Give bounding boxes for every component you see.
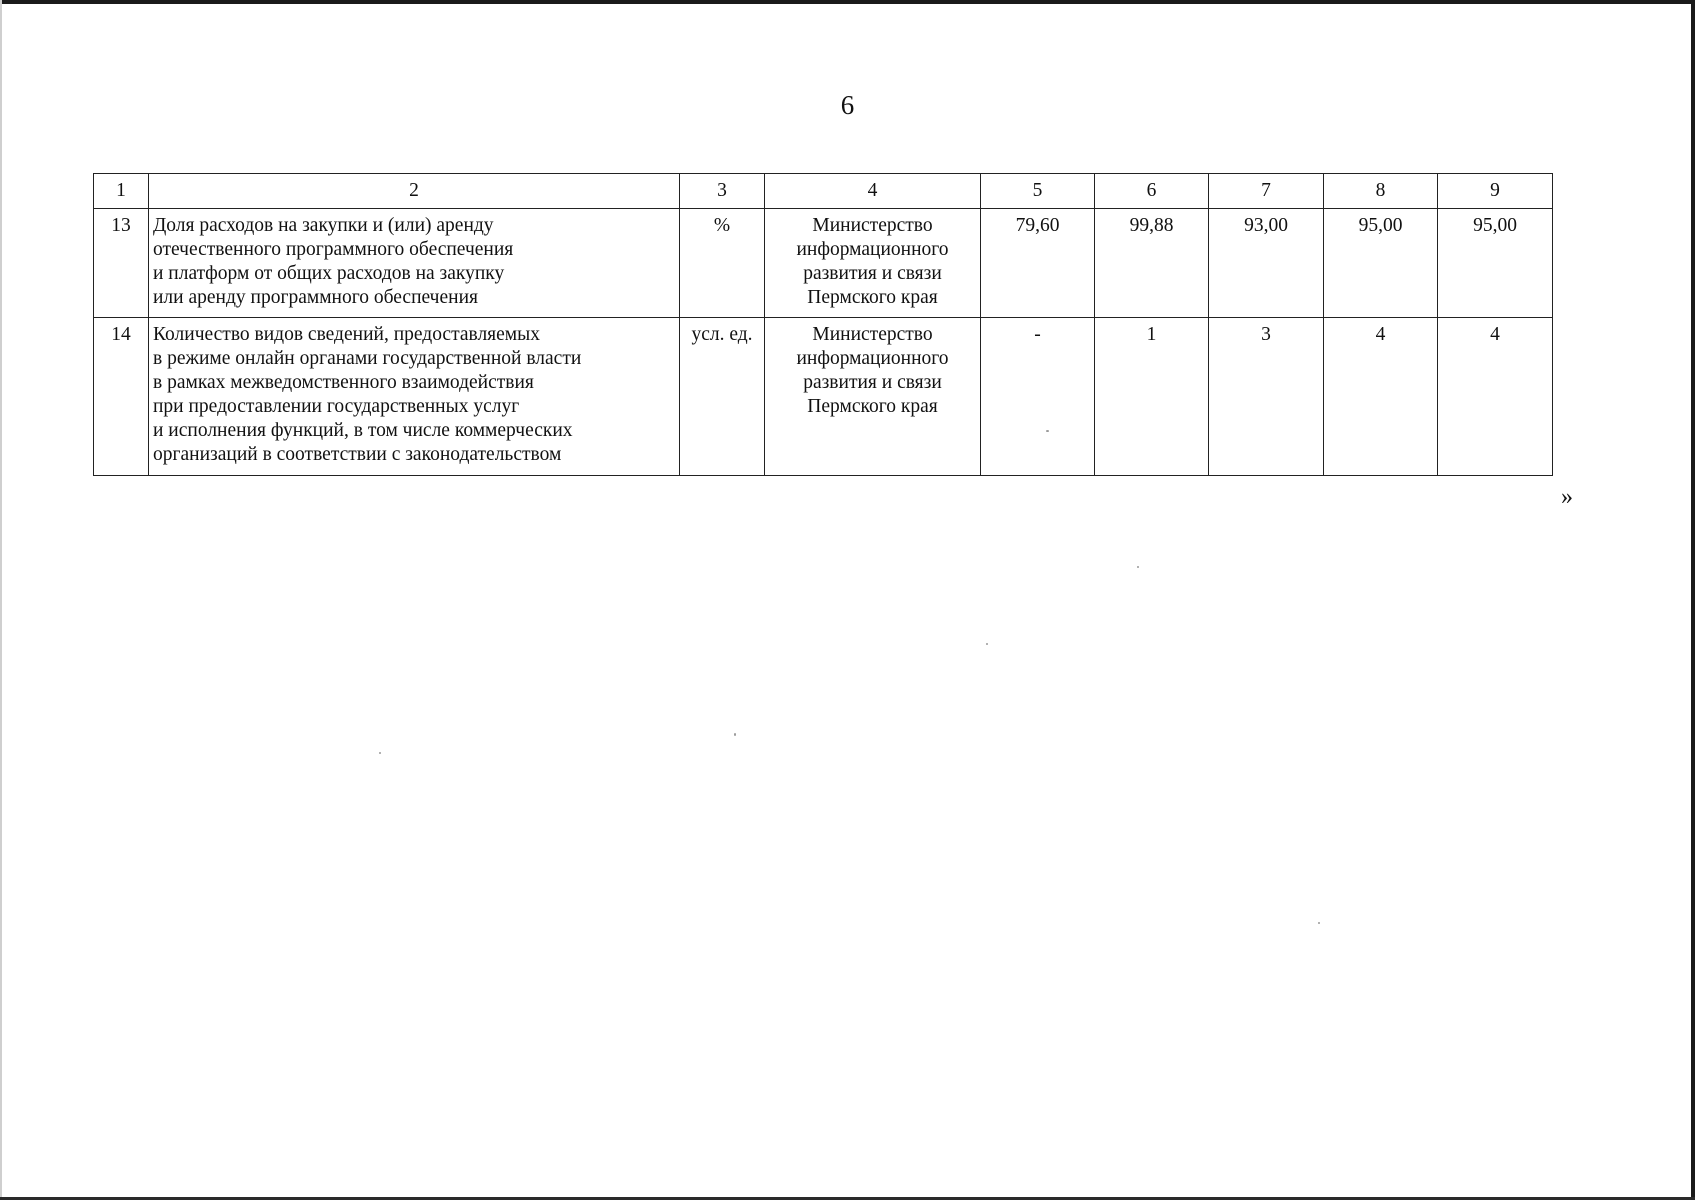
- value-col-8: 95,00: [1324, 209, 1438, 318]
- unit-cell: усл. ед.: [680, 318, 765, 476]
- scan-edge-right: [1691, 0, 1695, 1200]
- indicator-name-line: отечественного программного обеспечения: [153, 239, 514, 260]
- scan-speck: [379, 752, 381, 754]
- scan-speck: [1137, 566, 1139, 568]
- value-col-7: 3: [1209, 318, 1324, 476]
- indicator-name: [149, 318, 680, 476]
- header-cell-9: 9: [1438, 174, 1553, 209]
- value-col-7: 93,00: [1209, 209, 1324, 318]
- responsible-org: [765, 209, 981, 318]
- scan-speck: [1318, 922, 1320, 924]
- org-line: Министерство: [812, 324, 933, 345]
- page-number: 6: [840, 90, 855, 120]
- org-line: информационного: [796, 348, 949, 369]
- value-col-5: 79,60: [981, 209, 1095, 318]
- value-col-6: 99,88: [1095, 209, 1209, 318]
- header-cell-2: 2: [149, 174, 680, 209]
- value-col-6: 1: [1095, 318, 1209, 476]
- org-line: Пермского края: [807, 287, 938, 308]
- header-cell-1: 1: [94, 174, 149, 209]
- org-line: информационного: [796, 239, 949, 260]
- indicators-table: [93, 173, 1553, 476]
- table-row: [94, 209, 1553, 318]
- unit-cell: %: [680, 209, 765, 318]
- org-line: развития и связи: [803, 263, 942, 284]
- value-col-5: -: [981, 318, 1095, 476]
- header-cell-8: 8: [1324, 174, 1438, 209]
- scan-speck: [734, 733, 736, 736]
- indicator-name-line: и платформ от общих расходов на закупку: [153, 263, 505, 284]
- scan-edge-left: [0, 0, 2, 1200]
- indicator-name-line: Количество видов сведений, предоставляемых: [153, 324, 541, 345]
- indicator-name: [149, 209, 680, 318]
- value-col-9: 4: [1438, 318, 1553, 476]
- header-cell-5: 5: [981, 174, 1095, 209]
- indicator-name-line: при предоставлении государственных услуг: [153, 396, 520, 417]
- org-line: развития и связи: [803, 372, 942, 393]
- value-col-9: 95,00: [1438, 209, 1553, 318]
- indicator-name-line: в рамках межведомственного взаимодействия: [153, 372, 534, 393]
- org-line: Министерство: [812, 215, 933, 236]
- value-col-8: 4: [1324, 318, 1438, 476]
- table-row: [94, 318, 1553, 476]
- row-number: 14: [94, 318, 149, 476]
- org-line: Пермского края: [807, 396, 938, 417]
- row-number: 13: [94, 209, 149, 318]
- header-cell-7: 7: [1209, 174, 1324, 209]
- header-cell-3: 3: [680, 174, 765, 209]
- indicator-name-line: и исполнения функций, в том числе коммерческих: [153, 420, 573, 441]
- table-header-row: [94, 174, 1553, 209]
- scan-edge-top: [0, 0, 1695, 4]
- responsible-org: [765, 318, 981, 476]
- scan-speck: [1046, 430, 1049, 432]
- indicator-name-line: в режиме онлайн органами государственной власти: [153, 348, 582, 369]
- scan-speck: [986, 643, 988, 645]
- header-cell-6: 6: [1095, 174, 1209, 209]
- indicator-name-line: Доля расходов на закупки и (или) аренду: [153, 215, 494, 236]
- header-cell-4: 4: [765, 174, 981, 209]
- indicator-name-line: организаций в соответствии с законодательством: [153, 444, 562, 465]
- closing-quote: »: [1561, 484, 1573, 510]
- indicator-name-line: или аренду программного обеспечения: [153, 287, 478, 308]
